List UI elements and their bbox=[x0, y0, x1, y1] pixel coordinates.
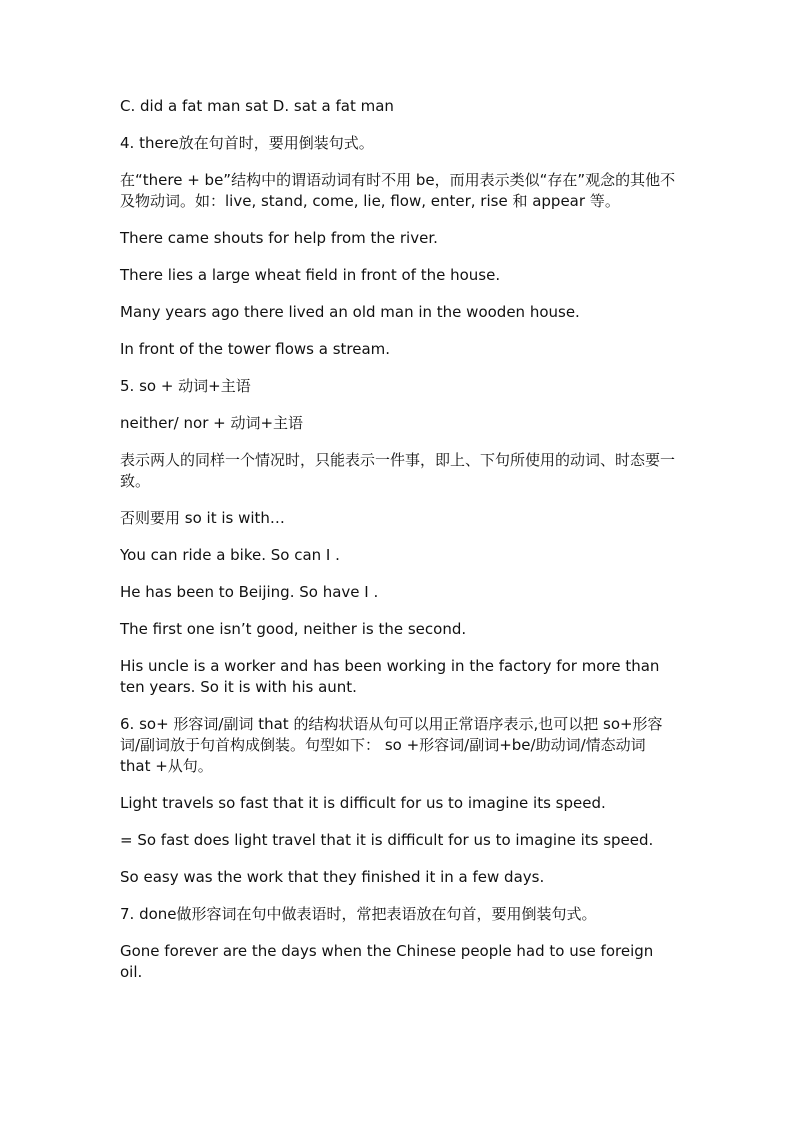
example-sentence: There lies a large wheat field in front of the house. bbox=[120, 266, 501, 284]
example-sentence: Many years ago there lived an old man in the wooden house. bbox=[120, 303, 580, 321]
example-sentence: The first one isn’t good, neither is the second. bbox=[120, 620, 467, 638]
example-sentence: Gone forever are the days when the Chinese people had to use foreign oil. bbox=[120, 942, 654, 981]
example-sentence: His uncle is a worker and has been working in the factory for more than ten years. So it is with his aunt. bbox=[120, 657, 660, 696]
rule-5-note: 否则要用 so it is with… bbox=[120, 509, 285, 527]
example-sentence: He has been to Beijing. So have I . bbox=[120, 583, 379, 601]
rule-5-subheading: neither/ nor + 动词+主语 bbox=[120, 414, 304, 432]
example-sentence: There came shouts for help from the river. bbox=[120, 229, 438, 247]
example-sentence: Light travels so fast that it is difficult for us to imagine its speed. bbox=[120, 794, 606, 812]
example-sentence: So easy was the work that they finished it in a few days. bbox=[120, 868, 545, 886]
example-sentence: You can ride a bike. So can I . bbox=[120, 546, 340, 564]
rule-7-heading: 7. done做形容词在句中做表语时，常把表语放在句首，要用倒装句式。 bbox=[120, 905, 597, 923]
rule-5-heading: 5. so + 动词+主语 bbox=[120, 377, 251, 395]
rule-4-heading: 4. there放在句首时，要用倒装句式。 bbox=[120, 134, 374, 152]
rule-5-explanation: 表示两人的同样一个情况时，只能表示一件事，即上、下句所使用的动词、时态要一致。 bbox=[120, 451, 676, 490]
rule-4-explanation: 在“there + be”结构中的谓语动词有时不用 be，而用表示类似“存在”观念的其他不及物动词。如：live, stand, come, lie, flow, enter, rise 和 appear 等。 bbox=[120, 171, 676, 210]
document-body bbox=[120, 96, 680, 999]
example-sentence: In front of the tower flows a stream. bbox=[120, 340, 391, 358]
example-sentence: = So fast does light travel that it is difficult for us to imagine its speed. bbox=[120, 831, 654, 849]
rule-6-explanation: 6. so+ 形容词/副词 that 的结构状语从句可以用正常语序表示,也可以把 so+形容词/副词放于句首构成倒装。句型如下： so +形容词/副词+be/助动词/情态动词 that +从句。 bbox=[120, 715, 663, 775]
option-line-c-d: C. did a fat man sat D. sat a fat man bbox=[120, 97, 394, 115]
